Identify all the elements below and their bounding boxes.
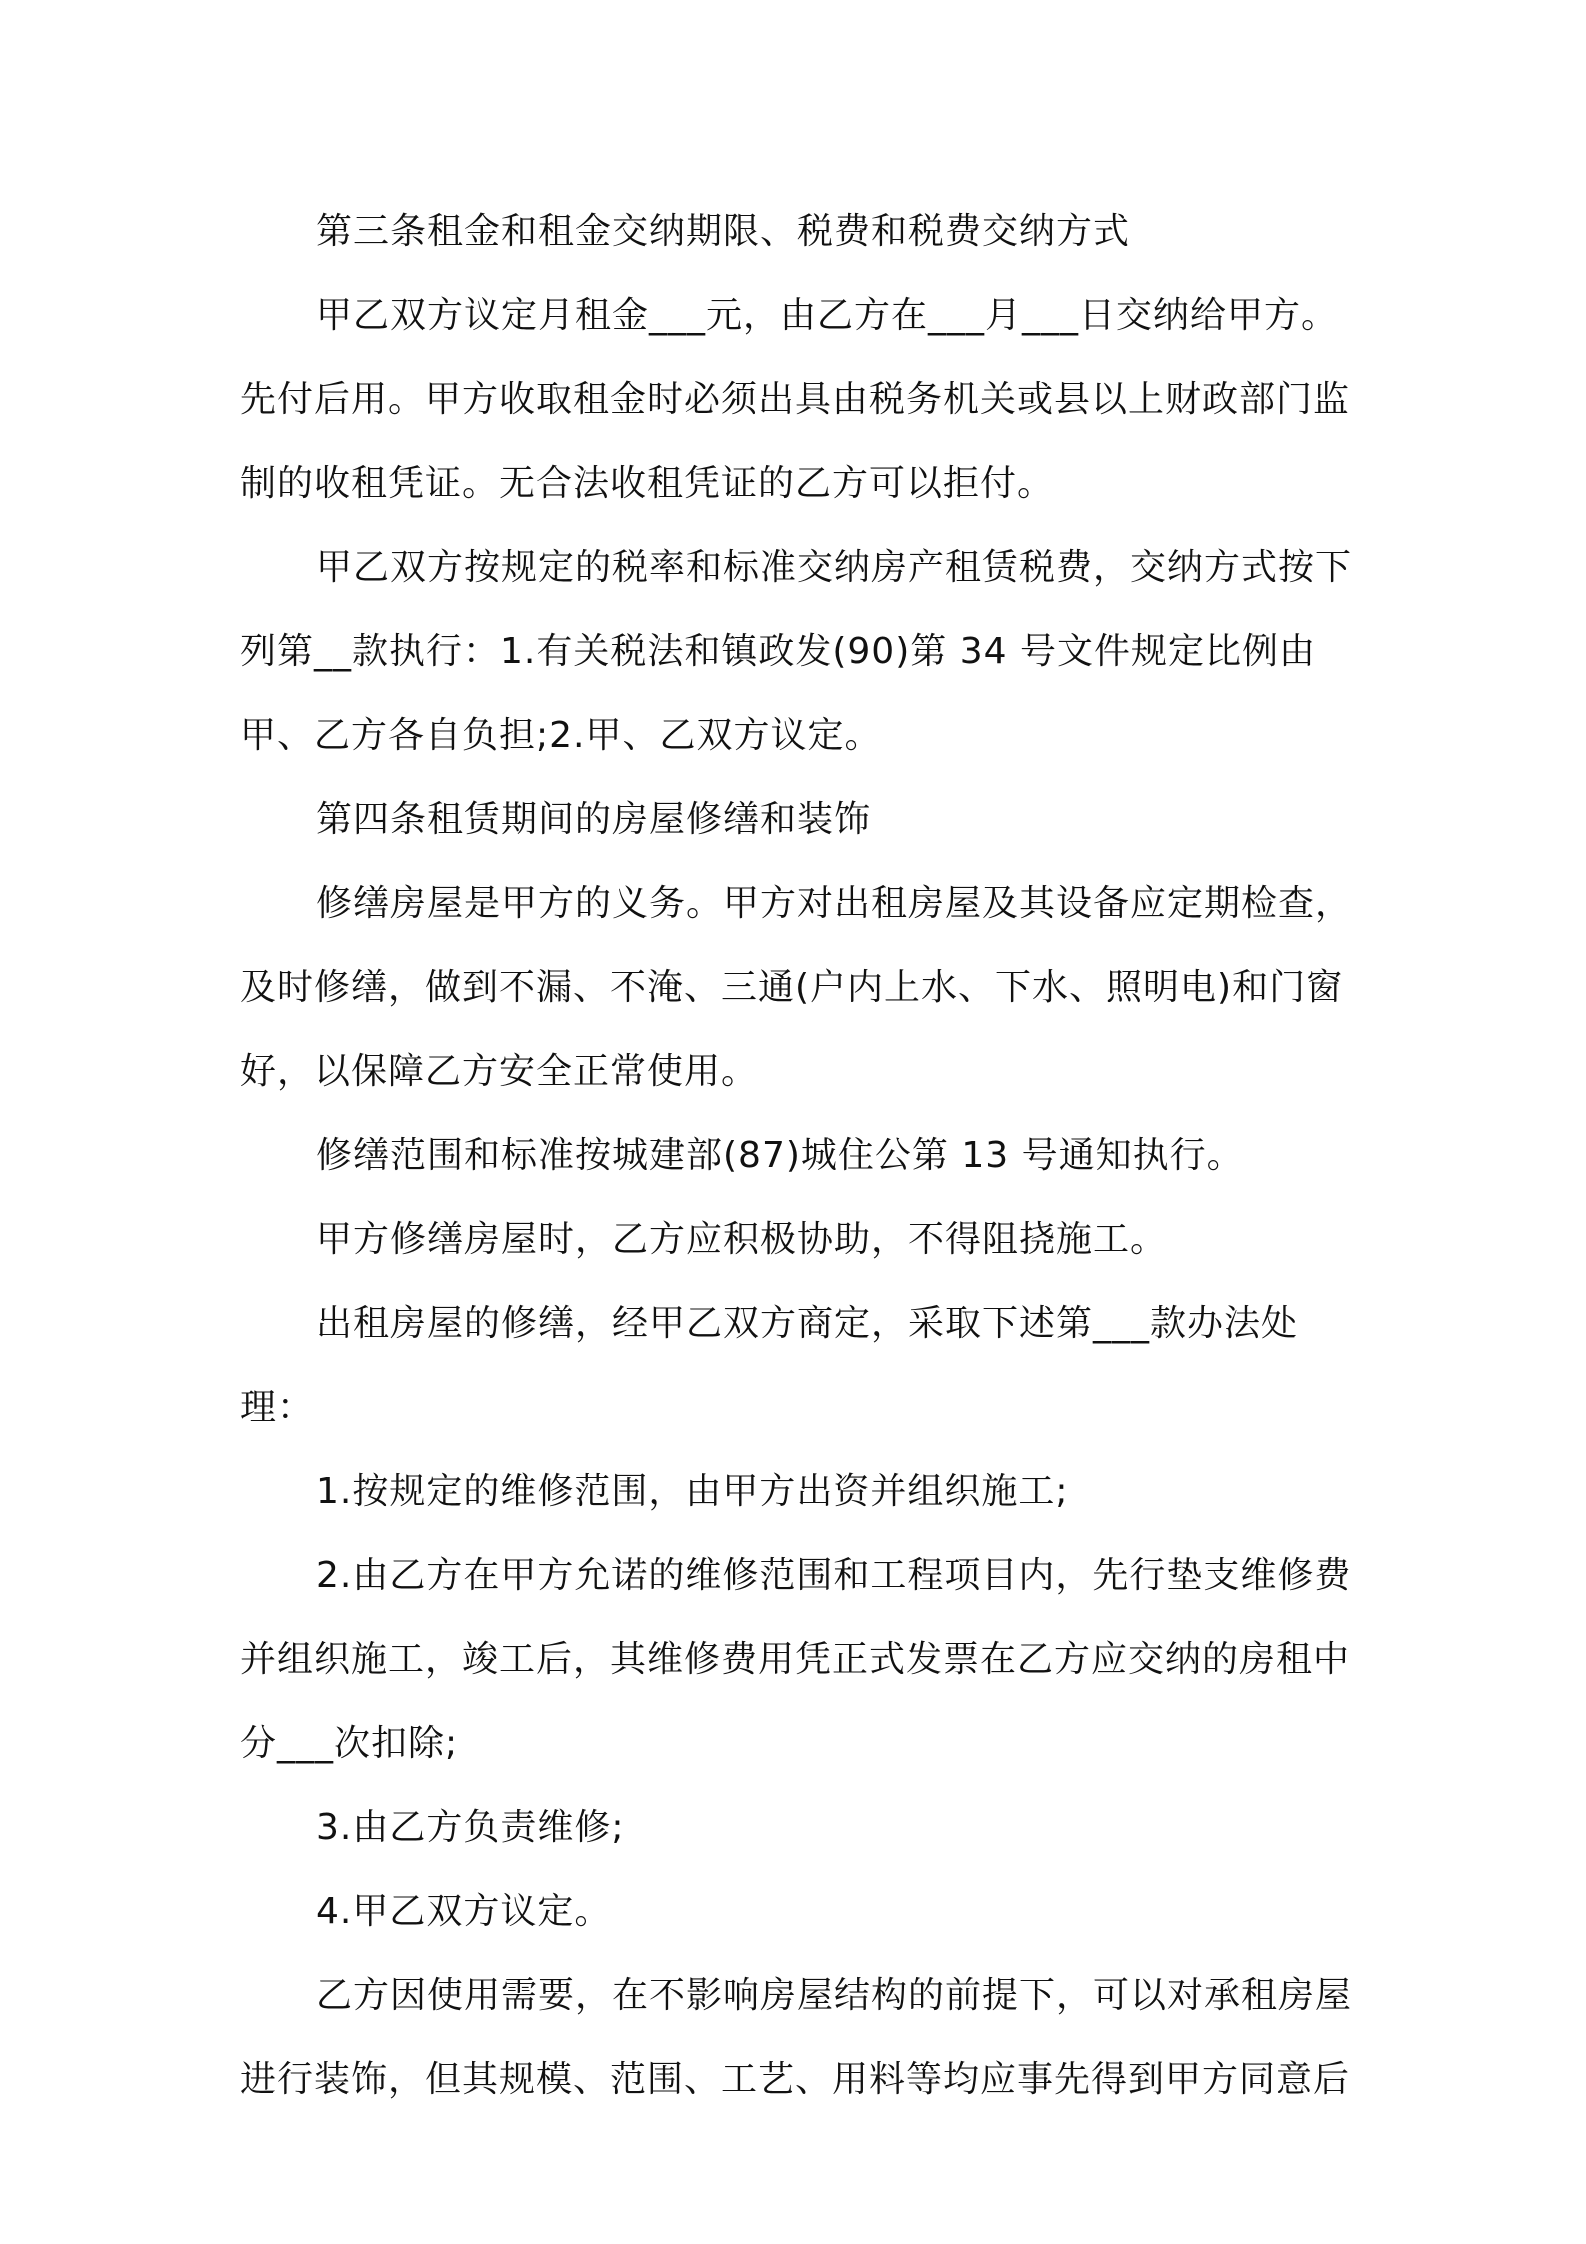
list-item-3: 3.由乙方负责维修; (316, 1807, 625, 1848)
document-body (240, 190, 1370, 2122)
heading-article-4: 第四条租赁期间的房屋修缮和装饰 (316, 799, 872, 840)
paragraph-repair-method: 出租房屋的修缮，经甲乙双方商定，采取下述第___款办法处理： (240, 1303, 1299, 1428)
heading-article-3: 第三条租金和租金交纳期限、税费和税费交纳方式 (316, 211, 1131, 252)
list-item-1: 1.按规定的维修范围，由甲方出资并组织施工; (316, 1471, 1069, 1512)
list-item-2: 2.由乙方在甲方允诺的维修范围和工程项目内，先行垫支维修费并组织施工，竣工后，其维修费用凭正式发票在乙方应交纳的房租中分___次扣除; (240, 1555, 1352, 1764)
paragraph-repair-cooperation: 甲方修缮房屋时，乙方应积极协助，不得阻挠施工。 (316, 1219, 1168, 1260)
list-item-4: 4.甲乙双方议定。 (316, 1891, 612, 1932)
paragraph-tax-payment: 甲乙双方按规定的税率和标准交纳房产租赁税费，交纳方式按下列第__款执行：1.有关税法和镇政发(90)第 34 号文件规定比例由甲、乙方各自负担;2.甲、乙双方议定。 (240, 547, 1353, 756)
paragraph-repair-standard: 修缮范围和标准按城建部(87)城住公第 13 号通知执行。 (316, 1135, 1244, 1176)
paragraph-repair-duty: 修缮房屋是甲方的义务。甲方对出租房屋及其设备应定期检查，及时修缮，做到不漏、不淹、三通(户内上水、下水、照明电)和门窗好，以保障乙方安全正常使用。 (240, 883, 1353, 1092)
paragraph-rent-payment: 甲乙双方议定月租金___元，由乙方在___月___日交纳给甲方。先付后用。甲方收取租金时必须出具由税务机关或县以上财政部门监制的收租凭证。无合法收租凭证的乙方可以拒付。 (240, 295, 1351, 504)
paragraph-decoration: 乙方因使用需要，在不影响房屋结构的前提下，可以对承租房屋进行装饰，但其规模、范围、工艺、用料等均应事先得到甲方同意后 (240, 1975, 1353, 2100)
